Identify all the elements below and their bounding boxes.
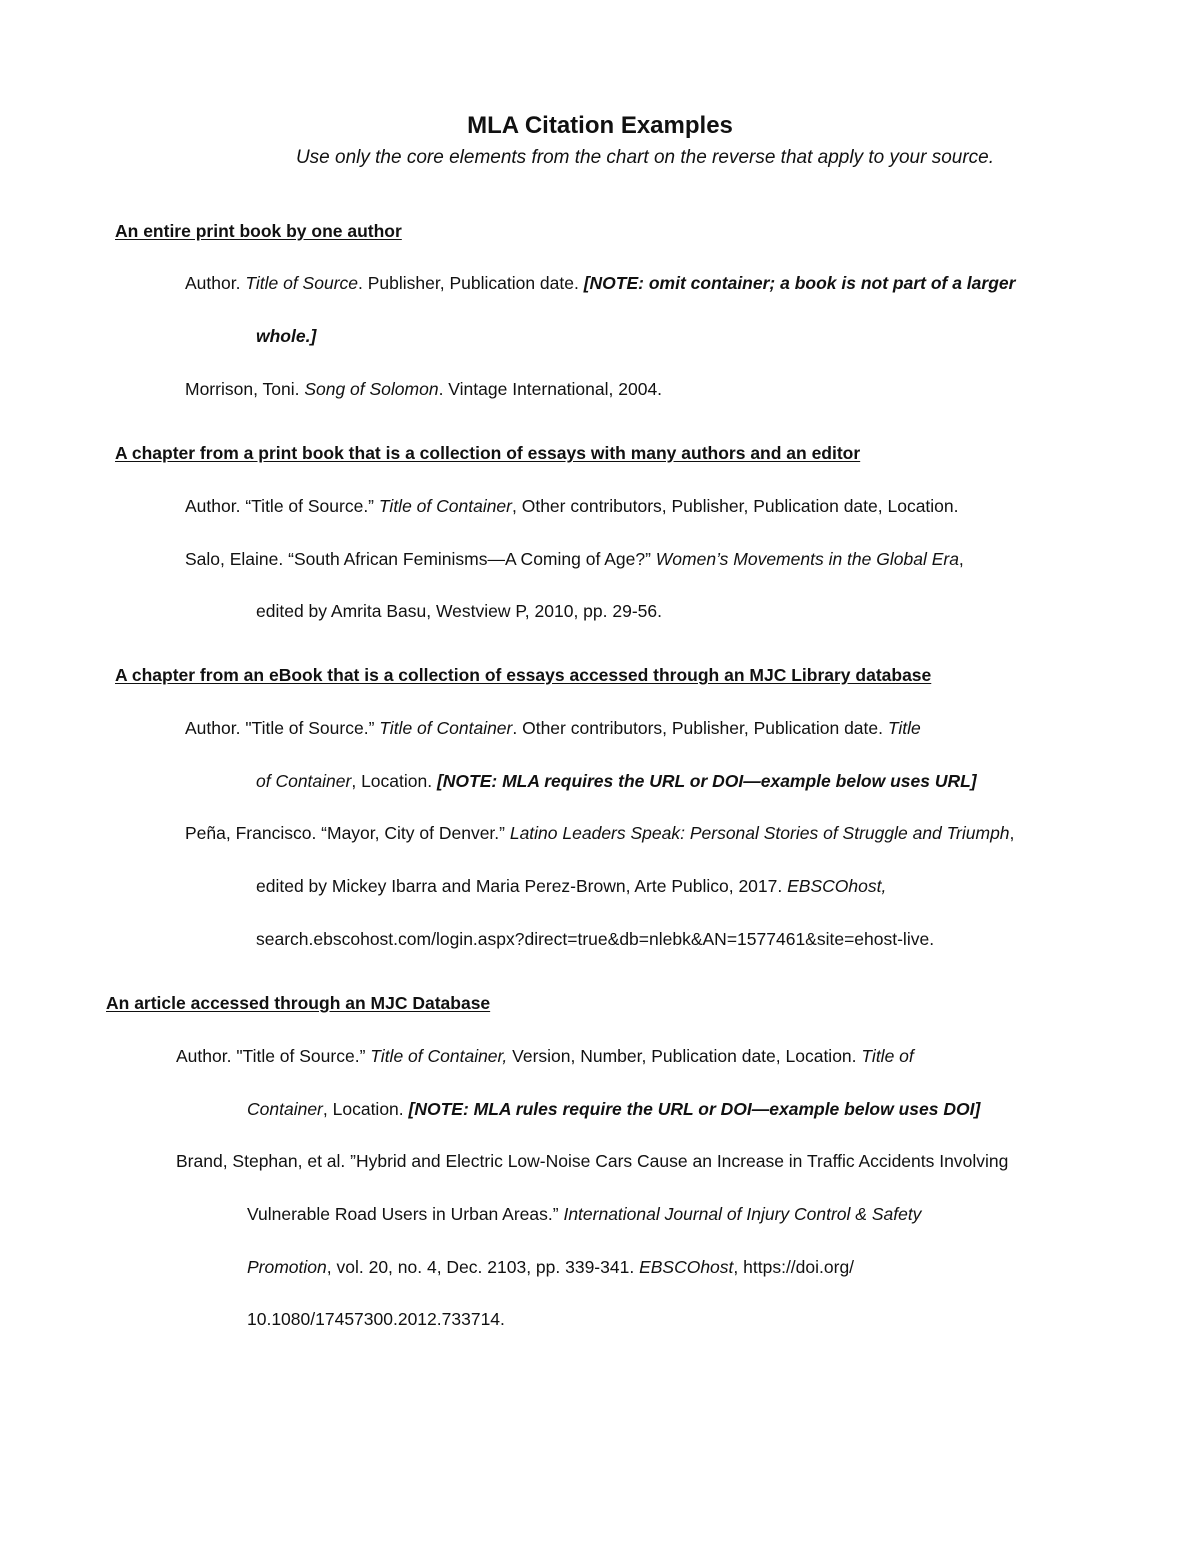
citation-text: Salo, Elaine. “South African Feminisms—A Coming of Age?” (185, 549, 656, 569)
template-text-italic: Title (887, 718, 921, 738)
template-text: , Other contributors, Publisher, Publication date, Location. (512, 496, 959, 516)
template-line (256, 769, 977, 793)
template-text: Author. “Title of Source.” (185, 496, 379, 516)
example-citation-doi (247, 1307, 505, 1331)
template-line (185, 494, 959, 518)
template-text: Author. "Title of Source.” (176, 1046, 371, 1066)
citation-text: Peña, Francisco. “Mayor, City of Denver.” (185, 823, 510, 843)
citation-text-italic: Women’s Movements in the Global Era (655, 549, 959, 569)
page-title: MLA Citation Examples (467, 112, 733, 139)
citation-text: , (1009, 823, 1015, 843)
citation-text: Vulnerable Road Users in Urban Areas.” (247, 1204, 564, 1224)
citation-text: , https://doi.org/ (733, 1257, 855, 1277)
template-note: [NOTE: omit container; a book is not part of a larger (583, 273, 1016, 293)
example-citation-line (185, 377, 662, 401)
template-line (185, 716, 921, 740)
section-heading-article-database: An article accessed through an MJC Database (106, 993, 491, 1013)
template-text: Author. (185, 273, 246, 293)
citation-text-italic: EBSCOhost (639, 1257, 734, 1277)
template-text-italic: Title of Source (245, 273, 359, 293)
citation-text: , (958, 549, 964, 569)
example-citation-line (185, 821, 1014, 845)
template-text-italic: Title of Container (378, 496, 512, 516)
example-citation-line (176, 1149, 1008, 1173)
citation-text: search.ebscohost.com/login.aspx?direct=true&db=nlebk&AN=1577461&site=ehost-live. (256, 929, 935, 949)
template-line (176, 1044, 914, 1068)
template-line (256, 324, 316, 348)
template-text: , Location. (351, 771, 437, 791)
example-citation-line (256, 599, 662, 623)
template-text: , Location. (322, 1099, 409, 1119)
citation-text: 10.1080/17457300.2012.733714. (247, 1309, 505, 1329)
template-note: whole.] (256, 326, 317, 346)
template-text-italic: Container (247, 1099, 323, 1119)
citation-text-italic: Song of Solomon (304, 379, 439, 399)
citation-text: Brand, Stephan, et al. ”Hybrid and Electric Low-Noise Cars Cause an Increase in Traffic Accidents Involving (176, 1151, 1009, 1171)
citation-text: edited by Amrita Basu, Westview P, 2010, pp. 29-56. (256, 601, 662, 621)
citation-text: , vol. 20, no. 4, Dec. 2103, pp. 339-341. (326, 1257, 640, 1277)
template-text-italic: of Container (256, 771, 352, 791)
citation-text-italic: Latino Leaders Speak: Personal Stories of Struggle and Triumph (509, 823, 1010, 843)
citation-text: . Vintage International, 2004. (438, 379, 663, 399)
citation-text-italic: International Journal of Injury Control & Safety (563, 1204, 922, 1224)
page-subtitle: Use only the core elements from the chart on the reverse that apply to your source. (295, 147, 995, 168)
example-citation-line (256, 874, 886, 898)
template-note: [NOTE: MLA requires the URL or DOI—example below uses URL] (436, 771, 977, 791)
section-heading-chapter-ebook: A chapter from an eBook that is a collection of essays accessed through an MJC Library database (115, 665, 932, 685)
template-note: [NOTE: MLA rules require the URL or DOI—example below uses DOI] (408, 1099, 981, 1119)
template-text: Version, Number, Publication date, Location. (507, 1046, 862, 1066)
template-line (185, 271, 1015, 295)
example-citation-line (185, 547, 964, 571)
example-citation-url (256, 927, 934, 951)
citation-text-italic: EBSCOhost, (787, 876, 887, 896)
citation-text: edited by Mickey Ibarra and Maria Perez-Brown, Arte Publico, 2017. (256, 876, 788, 896)
template-text-italic: Title of (861, 1046, 914, 1066)
template-text: Author. "Title of Source.” (185, 718, 380, 738)
citation-text-italic: Promotion (247, 1257, 327, 1277)
section-heading-print-book: An entire print book by one author (115, 221, 402, 241)
template-text: . Publisher, Publication date. (358, 273, 584, 293)
citation-text: Morrison, Toni. (185, 379, 305, 399)
example-citation-line (247, 1255, 854, 1279)
template-text: . Other contributors, Publisher, Publication date. (512, 718, 888, 738)
example-citation-line (247, 1202, 921, 1226)
template-text-italic: Title of Container, (370, 1046, 508, 1066)
template-text-italic: Title of Container (379, 718, 513, 738)
section-heading-chapter-print-book: A chapter from a print book that is a collection of essays with many authors and an editor (115, 443, 861, 463)
template-line (247, 1097, 980, 1121)
